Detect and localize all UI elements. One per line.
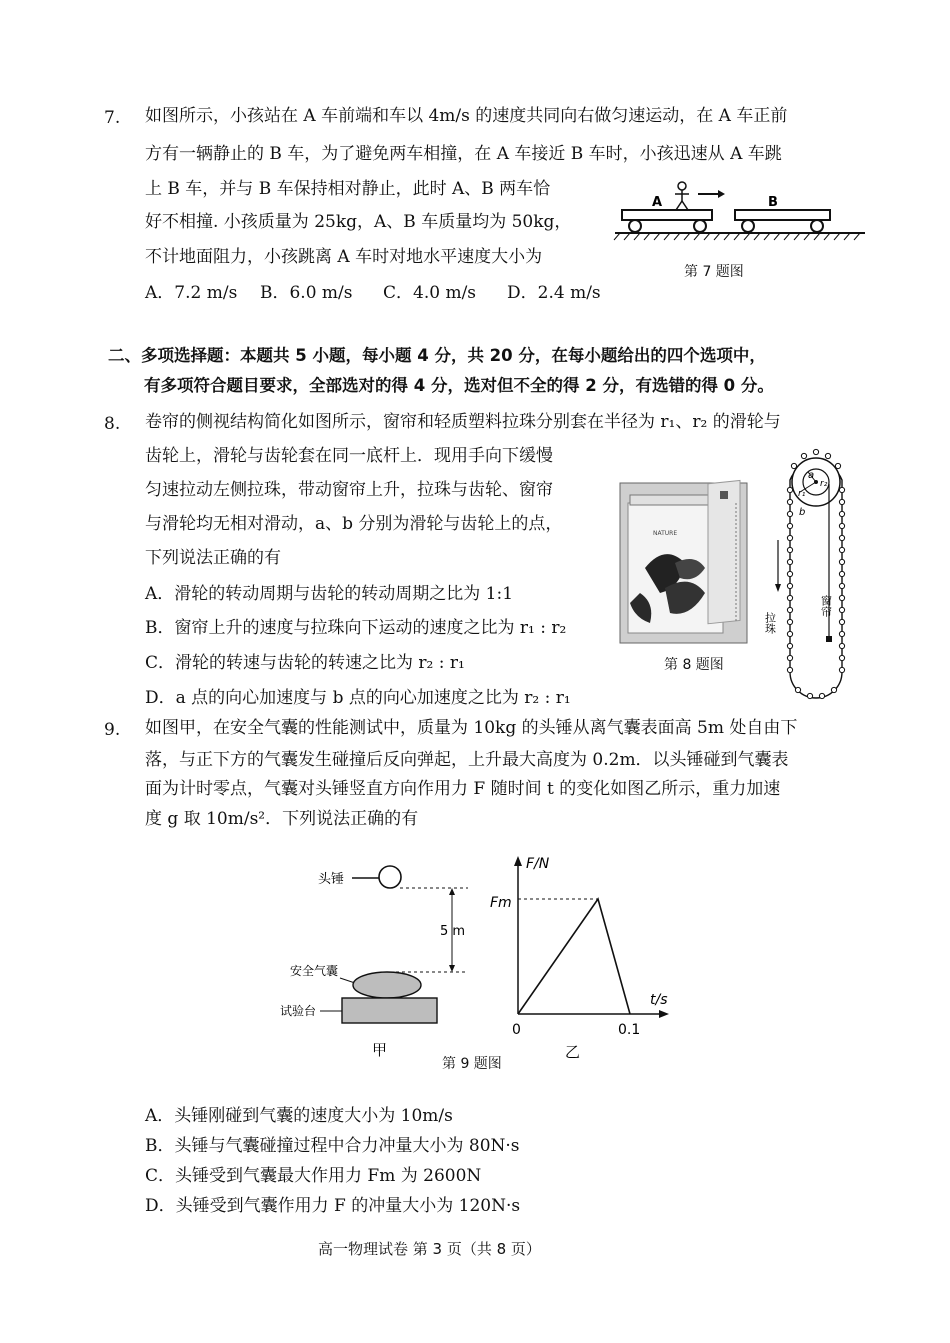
q8-line-4: 与滑轮均无相对滑动，a、b 分别为滑轮与齿轮上的点， bbox=[145, 514, 563, 534]
q9-figure-left bbox=[280, 855, 466, 1065]
chain-label: 拉珠 bbox=[763, 612, 777, 634]
fm-tick-label: Fm bbox=[490, 895, 512, 911]
cart-b-label: B bbox=[768, 195, 778, 210]
r2-label: r₂ bbox=[820, 479, 828, 489]
q8-line-3: 匀速拉动左侧拉珠，带动窗帘上升，拉珠与齿轮、窗帘 bbox=[145, 480, 553, 500]
q9-option-c: C．头锤受到气囊最大作用力 Fm 为 2600N bbox=[145, 1166, 482, 1186]
airbag-label: 安全气囊 bbox=[290, 964, 339, 978]
cart-a-label: A bbox=[652, 195, 663, 210]
q9-figure-caption: 第 9 题图 bbox=[442, 1056, 502, 1072]
q7-line-4: 好不相撞. 小孩质量为 25kg，A、B 车质量均为 50kg， bbox=[145, 212, 572, 232]
q8-figure-caption: 第 8 题图 bbox=[664, 657, 724, 673]
point-a-label: a bbox=[808, 470, 815, 481]
q7-option-b: B．6.0 m/s bbox=[260, 283, 353, 303]
section-2-line-1: 二、多项选择题：本题共 5 小题，每小题 4 分，共 20 分，在每小题给出的四个选项中， bbox=[108, 346, 766, 365]
y-axis-label: F/N bbox=[526, 856, 550, 872]
airbag-ellipse bbox=[353, 972, 421, 998]
q9-line-2: 落，与正下方的气囊发生碰撞后反向弹起，上升最大高度为 0.2m．以头锤碰到气囊表 bbox=[145, 750, 789, 770]
q7-line-5: 不计地面阻力，小孩跳离 A 车时对地水平速度大小为 bbox=[145, 247, 543, 267]
q7-line-2: 方有一辆静止的 B 车，为了避免两车相撞，在 A 车接近 B 车时，小孩迅速从 A 车跳 bbox=[145, 144, 782, 164]
cart-a bbox=[622, 210, 712, 220]
q8-number: 8. bbox=[104, 414, 121, 434]
test-table bbox=[342, 998, 437, 1023]
svg-text:NATURE: NATURE bbox=[653, 530, 678, 537]
r1-label: r₁ bbox=[798, 489, 806, 499]
q7-option-d: D．2.4 m/s bbox=[507, 283, 601, 303]
hammer-ball bbox=[379, 866, 401, 888]
figure-right-label: 乙 bbox=[565, 1043, 581, 1061]
q8-photo-blind bbox=[620, 483, 747, 643]
q8-option-b: B．窗帘上升的速度与拉珠向下运动的速度之比为 r₁ : r₂ bbox=[145, 618, 567, 638]
q8-option-a: A．滑轮的转动周期与齿轮的转动周期之比为 1:1 bbox=[145, 584, 514, 604]
q8-line-2: 齿轮上，滑轮与齿轮套在同一底杆上．现用手向下缓慢 bbox=[145, 446, 553, 466]
origin-label: 0 bbox=[512, 1022, 521, 1038]
q8-figure-schematic bbox=[763, 440, 850, 705]
figure-left-label: 甲 bbox=[372, 1041, 388, 1059]
q9-number: 9. bbox=[104, 720, 121, 740]
q9-line-1: 如图甲，在安全气囊的性能测试中，质量为 10kg 的头锤从离气囊表面高 5m 处自由下 bbox=[145, 718, 798, 738]
q7-number: 7. bbox=[104, 108, 121, 128]
table-label: 试验台 bbox=[280, 1004, 317, 1018]
cart-b bbox=[735, 210, 830, 220]
child-icon bbox=[678, 182, 686, 190]
point-b-label: b bbox=[799, 507, 806, 518]
q9-option-a: A．头锤刚碰到气囊的速度大小为 10m/s bbox=[145, 1106, 453, 1126]
q7-option-a: A．7.2 m/s bbox=[145, 283, 238, 303]
page-footer: 高一物理试卷 第 3 页（共 8 页） bbox=[318, 1240, 541, 1258]
q8-option-c: C．滑轮的转速与齿轮的转速之比为 r₂ : r₁ bbox=[145, 653, 465, 673]
x-axis-label: t/s bbox=[650, 992, 668, 1008]
q9-line-4: 度 g 取 10m/s²．下列说法正确的有 bbox=[145, 809, 419, 829]
force-curve bbox=[518, 899, 630, 1014]
q7-figure-carts bbox=[610, 178, 870, 243]
q7-option-c: C．4.0 m/s bbox=[383, 283, 477, 303]
q7-line-3: 上 B 车，并与 B 车保持相对静止，此时 A、B 两车恰 bbox=[145, 179, 551, 199]
hammer-label: 头锤 bbox=[318, 872, 345, 887]
height-label: 5 m bbox=[440, 924, 466, 939]
q7-line-1: 如图所示，小孩站在 A 车前端和车以 4m/s 的速度共同向右做匀速运动，在 A 车正前 bbox=[145, 106, 788, 126]
q7-figure-caption: 第 7 题图 bbox=[684, 264, 744, 280]
q8-line-5: 下列说法正确的有 bbox=[145, 548, 281, 568]
q9-option-b: B．头锤与气囊碰撞过程中合力冲量大小为 80N·s bbox=[145, 1136, 520, 1156]
x-tick-label: 0.1 bbox=[618, 1022, 641, 1038]
q9-option-d: D．头锤受到气囊作用力 F 的冲量大小为 120N·s bbox=[145, 1196, 521, 1216]
section-2-line-2: 有多项符合题目要求，全部选对的得 4 分，选对但不全的得 2 分，有选错的得 0 分。 bbox=[144, 376, 774, 395]
q8-option-d: D．a 点的向心加速度与 b 点的向心加速度之比为 r₂ : r₁ bbox=[145, 688, 571, 708]
q9-figure-right bbox=[490, 852, 680, 1067]
q9-line-3: 面为计时零点，气囊对头锤竖直方向作用力 F 随时间 t 的变化如图乙所示，重力加速 bbox=[145, 779, 781, 799]
curtain-label: 窗帘 bbox=[819, 595, 833, 617]
q8-line-1: 卷帘的侧视结构简化如图所示，窗帘和轻质塑料拉珠分别套在半径为 r₁、r₂ 的滑轮与 bbox=[145, 412, 781, 432]
